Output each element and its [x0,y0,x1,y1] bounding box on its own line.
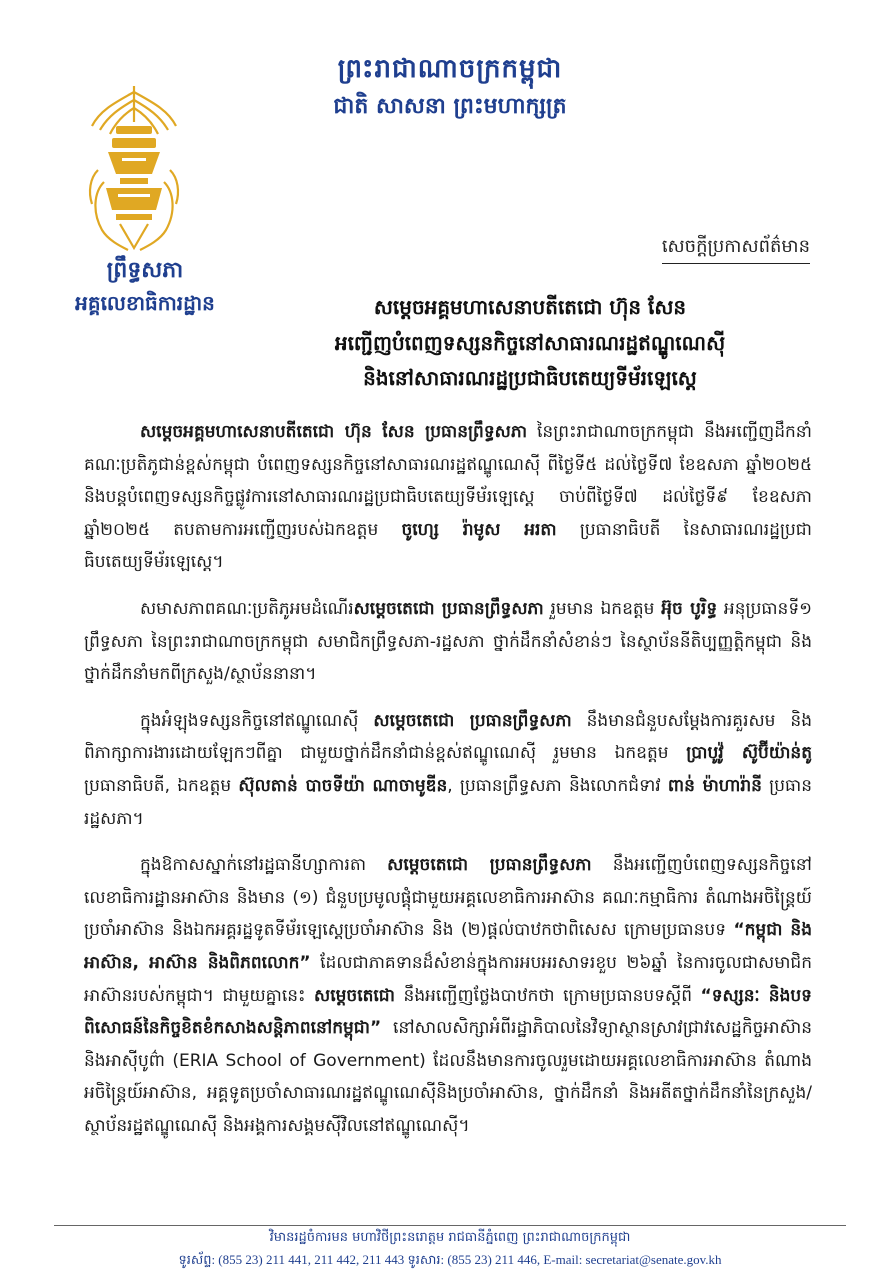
paragraph-text: នៃព្រះរាជាណាចក្រកម្ពុជា នឹងអញ្ជើញដឹកនាំគណៈប្រតិភូជាន់ខ្ពស់កម្ពុជា បំពេញទស្សនកិច្ចនៅសាធារណរដ្ឋឥណ្ឌូណេស៊ី ពីថ្ងៃទី៥ ដល់ថ្ងៃទី៧ ខែឧសភា ឆ្នាំ២០២៥ និងបន្តបំពេញទស្សនកិច្ចផ្លូវការនៅសាធារណរដ្ឋប្រជាធិបតេយ្យទីម័រឡេស្តេ ចាប់ពីថ្ងៃទី៧ ដល់ថ្ងៃទី៩ ខែឧសភា ឆ្នាំ២០២៥ តបតាមការអញ្ជើញរបស់ឯកឧត្តម [84,422,812,540]
footer-contact: ទូរស័ព្ទ: (855 23) 211 441, 211 442, 211 443 ទូរសារ: (855 23) 211 446, E-mail: secretariat@senate.gov.kh [178,1252,722,1267]
headline-line-1: សម្តេចអគ្គមហាសេនាបតីតេជោ ហ៊ុន សែន [373,295,687,319]
paragraph-text: នឹងអញ្ជើញថ្លែងបាឋកថា ក្រោមប្រធានបទស្តីពី [394,985,701,1006]
paragraph-text: ក្នុងអំឡុងទស្សនកិច្ចនៅឥណ្ឌូណេស៊ី [140,710,374,731]
senate-emblem-icon [86,82,182,254]
paragraph-text: ដែលជាភាគទានដ៏សំខាន់ក្នុងការអបអរសាទរខួប ២៦ឆ្នាំ នៃការចូលជាសមាជិកអាស៊ានរបស់កម្ពុជា។ ជាមួយគ្នានេះ [84,952,812,1006]
paragraph-text: ក្នុងឱកាសស្នាក់នៅរដ្ឋធានីហ្សាការតា [140,855,388,876]
headline-line-2: អញ្ជើញបំពេញទស្សនកិច្ចនៅសាធារណរដ្ឋឥណ្ឌូណេស៊ី [334,331,726,355]
bold-text: ស៊ុលតាន់ បាចទីយ៉ា ណាចាមូឌីន [238,775,448,796]
paragraph-4 [84,849,812,1142]
paragraph-text: សមាសភាពគណៈប្រតិភូអមដំណើរ [140,598,354,619]
bold-text: ប្រាបូវ៉ូ ស៊ូប៊ីយ៉ាន់តូ [686,743,812,764]
bold-text: អ៊ុច បូរិទ្ធ [661,598,718,619]
footer-divider [54,1225,846,1226]
bold-text: “កម្ពុជា និងអាស៊ាន, អាស៊ាន និងពិភពលោក” [84,920,812,973]
paragraph-text: ប្រធានាធិបតី, ឯកឧត្តម [84,775,239,796]
paragraph-text: នឹងអញ្ជើញបំពេញទស្សនកិច្ចនៅលេខាធិការដ្ឋានអាស៊ាន និងមាន (១) ជំនួបប្រមូលផ្តុំជាមួយអគ្គលេខាធិការអាស៊ាន គណៈកម្មាធិការ តំណាងអចិន្ត្រៃយ៍ប្រចាំអាស៊ាន និងឯកអគ្គរដ្ឋទូតទីម័រឡេស្តេប្រចាំអាស៊ាន និង (២)ផ្តល់បាឋកថាពិសេស ក្រោមប្រធានបទ [84,855,812,941]
press-release-body [84,416,812,1156]
paragraph-text: នឹងមានជំនួបសម្តែងការគួរសម និងពិភាក្សាការងារដោយឡែកៗពីគ្នា ជាមួយថ្នាក់ដឹកនាំជាន់ខ្ពស់ឥណ្ឌូណេស៊ី រួមមាន ឯកឧត្តម [84,710,812,764]
paragraph-text: រួមមាន ឯកឧត្តម [543,598,662,619]
bold-text: សម្តេចតេជោ ប្រធានព្រឹទ្ធសភា [387,855,592,876]
department-name: អគ្គលេខាធិការដ្ឋាន [75,291,215,315]
bold-text: ពាន់ ម៉ាហារ៉ានី [667,775,762,796]
organization-name: ព្រឹទ្ធសភា [106,257,184,283]
bold-text: “ទស្សនៈ និងបទពិសោធន៍នៃកិច្ចខិតខំកសាងសន្តិភាពនៅកម្ពុជា” [84,985,812,1039]
paragraph-2 [84,593,812,691]
document-type: សេចក្តីប្រកាសព័ត៌មាន [662,234,810,264]
footer-address: វិមានរដ្ឋចំការមន មហាវិថីព្រះនរោត្តម រាជធានីភ្នំពេញ ព្រះរាជាណាចក្រកម្ពុជា [269,1230,631,1245]
paragraph-text: ប្រធានាធិបតី នៃសាធារណរដ្ឋប្រជាធិបតេយ្យទីម័រឡេស្តេ។ [84,519,812,573]
paragraph-1 [84,416,812,579]
bold-text: សម្តេចតេជោ ប្រធានព្រឹទ្ធសភា [353,598,544,619]
paragraph-3 [84,705,812,835]
bold-text: សម្តេចតេជោ [314,985,395,1006]
bold-text: សម្តេចអគ្គមហាសេនាបតីតេជោ ហ៊ុន សែន ប្រធានព្រឹទ្ធសភា [140,422,528,442]
kingdom-title: ព្រះរាជាណាចក្រកម្ពុជា [337,54,563,84]
bold-text: ចូហ្សេ រ៉ាមូស អរតា [401,519,557,540]
headline-line-3: និងនៅសាធារណរដ្ឋប្រជាធិបតេយ្យទីម័រឡេស្តេ [363,366,697,390]
paragraph-text: , ប្រធានព្រឹទ្ធសភា និងលោកជំទាវ [447,775,668,796]
national-motto: ជាតិ សាសនា ព្រះមហាក្សត្រ [333,93,567,119]
bold-text: សម្តេចតេជោ ប្រធានព្រឹទ្ធសភា [373,710,572,731]
paragraph-text: អនុប្រធានទី១ ព្រឹទ្ធសភា នៃព្រះរាជាណាចក្រកម្ពុជា សមាជិកព្រឹទ្ធសភា-រដ្ឋសភា ថ្នាក់ដឹកនាំសំខាន់ៗ នៃស្ថាប័ននីតិប្បញ្ញត្តិកម្ពុជា និងថ្នាក់ដឹកនាំមកពីក្រសួង/ស្ថាប័ននានា។ [84,598,812,685]
paragraph-text: នៅសាលសិក្សាអំពីរដ្ឋាភិបាលនៃវិទ្យាស្ថានស្រាវជ្រាវសេដ្ឋកិច្ចអាស៊ាន និងអាស៊ីបូព៌ា (ERIA School of Government) ដែលនឹងមានការចូលរួមដោយអគ្គលេខាធិការអាស៊ាន តំណាងអចិន្ត្រៃយ៍អាស៊ាន, អគ្គទូតប្រចាំសាធារណរដ្ឋឥណ្ឌូណេស៊ីនិងប្រចាំអាស៊ាន, ថ្នាក់ដឹកនាំ និងអតីតថ្នាក់ដឹកនាំនៃក្រសួង/ស្ថាប័នរដ្ឋឥណ្ឌូណេស៊ី និងអង្គការសង្គមស៊ីវិលនៅឥណ្ឌូណេស៊ី។ [84,1018,812,1136]
paragraph-text: ប្រធានរដ្ឋសភា។ [84,775,812,829]
